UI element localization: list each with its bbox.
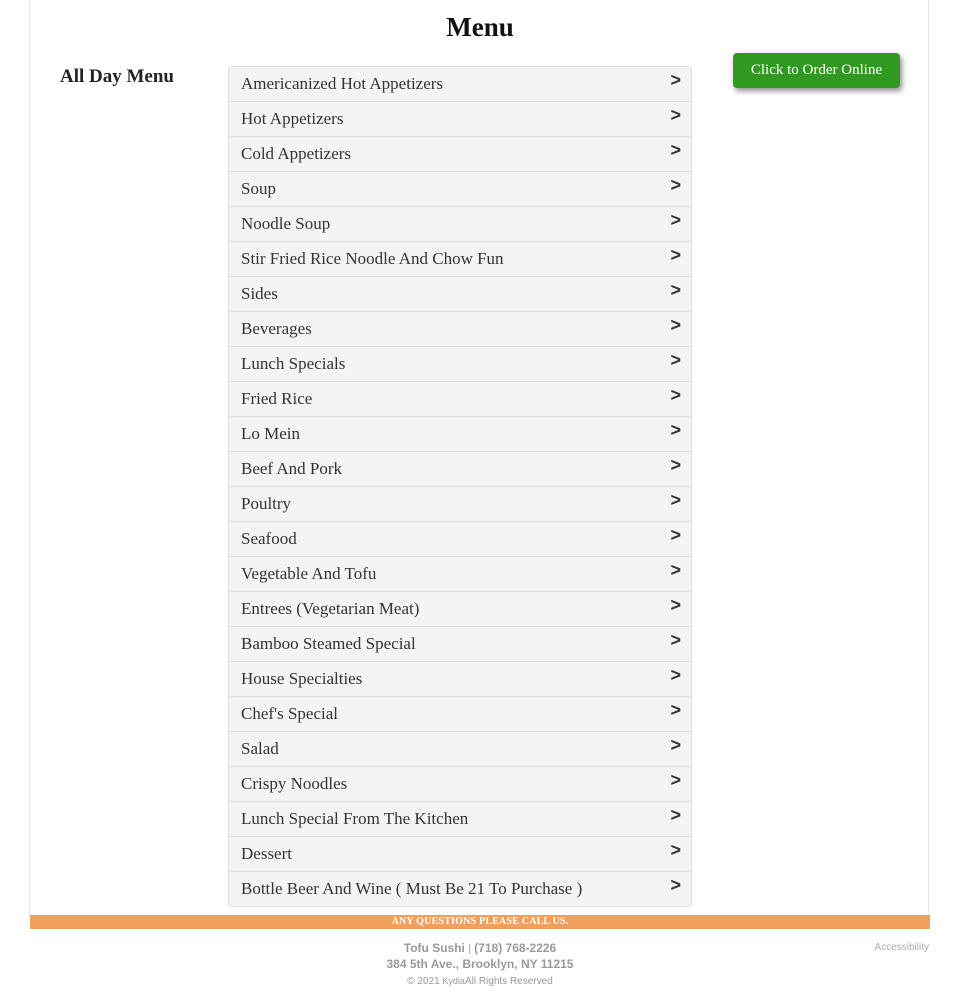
category-item[interactable] bbox=[229, 662, 691, 697]
chevron-right-icon: > bbox=[670, 805, 681, 825]
category-item[interactable] bbox=[229, 767, 691, 802]
chevron-right-icon: > bbox=[670, 385, 681, 405]
category-item[interactable] bbox=[229, 347, 691, 382]
chevron-right-icon: > bbox=[670, 315, 681, 335]
chevron-right-icon: > bbox=[670, 665, 681, 685]
footer-copyright-line bbox=[0, 973, 960, 990]
chevron-right-icon: > bbox=[670, 525, 681, 545]
chevron-right-icon: > bbox=[670, 455, 681, 475]
chevron-right-icon: > bbox=[670, 560, 681, 580]
category-label: Chef's Special bbox=[241, 704, 339, 723]
chevron-right-icon: > bbox=[670, 840, 681, 860]
category-item[interactable] bbox=[229, 102, 691, 137]
accessibility-link[interactable]: Accessibility bbox=[874, 942, 929, 953]
category-label: Seafood bbox=[241, 529, 297, 548]
category-item[interactable] bbox=[229, 312, 691, 347]
category-item[interactable] bbox=[229, 242, 691, 277]
footer-contact-line bbox=[0, 941, 960, 957]
category-item[interactable] bbox=[229, 697, 691, 732]
category-label: Entrees (Vegetarian Meat) bbox=[241, 599, 420, 618]
category-label: Poultry bbox=[241, 494, 292, 513]
category-item[interactable] bbox=[229, 417, 691, 452]
category-item[interactable] bbox=[229, 137, 691, 172]
category-label: Crispy Noodles bbox=[241, 774, 348, 793]
menu-name[interactable]: All Day Menu bbox=[60, 66, 174, 87]
category-label: Americanized Hot Appetizers bbox=[241, 74, 444, 93]
chevron-right-icon: > bbox=[670, 210, 681, 230]
chevron-right-icon: > bbox=[670, 595, 681, 615]
category-label: Fried Rice bbox=[241, 389, 313, 408]
chevron-right-icon: > bbox=[670, 140, 681, 160]
chevron-right-icon: > bbox=[670, 70, 681, 90]
chevron-right-icon: > bbox=[670, 175, 681, 195]
chevron-right-icon: > bbox=[670, 630, 681, 650]
category-label: Dessert bbox=[241, 844, 292, 863]
chevron-right-icon: > bbox=[670, 350, 681, 370]
chevron-right-icon: > bbox=[670, 105, 681, 125]
order-online-button[interactable]: Click to Order Online bbox=[733, 53, 900, 88]
category-label: Lo Mein bbox=[241, 424, 301, 443]
category-label: Noodle Soup bbox=[241, 214, 331, 233]
brand-link[interactable]: Kydia bbox=[442, 976, 465, 986]
category-item[interactable] bbox=[229, 732, 691, 767]
category-item[interactable] bbox=[229, 452, 691, 487]
category-item[interactable] bbox=[229, 557, 691, 592]
chevron-right-icon: > bbox=[670, 420, 681, 440]
phone-number[interactable]: (718) 768-2226 bbox=[474, 941, 557, 955]
category-item[interactable] bbox=[229, 802, 691, 837]
chevron-right-icon: > bbox=[670, 875, 681, 895]
footer bbox=[0, 941, 960, 990]
chevron-right-icon: > bbox=[670, 700, 681, 720]
category-label: Lunch Special From The Kitchen bbox=[241, 809, 469, 828]
restaurant-address: 384 5th Ave., Brooklyn, NY 11215 bbox=[386, 957, 574, 971]
chevron-right-icon: > bbox=[670, 245, 681, 265]
category-label: Bottle Beer And Wine ( Must Be 21 To Purchase ) bbox=[241, 879, 583, 898]
category-label: Bamboo Steamed Special bbox=[241, 634, 416, 653]
category-item[interactable] bbox=[229, 382, 691, 417]
chevron-right-icon: > bbox=[670, 735, 681, 755]
footer-separator: | bbox=[468, 944, 471, 955]
chevron-right-icon: > bbox=[670, 280, 681, 300]
contact-bar: ANY QUESTIONS PLEASE CALL US. bbox=[30, 915, 930, 929]
category-label: House Specialties bbox=[241, 669, 363, 688]
category-list bbox=[228, 66, 692, 907]
copyright: © 2021 bbox=[407, 976, 440, 987]
category-label: Lunch Specials bbox=[241, 354, 346, 373]
category-item[interactable] bbox=[229, 522, 691, 557]
restaurant-name: Tofu Sushi bbox=[403, 941, 465, 955]
page-title: Menu bbox=[446, 12, 514, 42]
chevron-right-icon: > bbox=[670, 490, 681, 510]
category-label: Stir Fried Rice Noodle And Chow Fun bbox=[241, 249, 504, 268]
category-label: Hot Appetizers bbox=[241, 109, 344, 128]
category-label: Beverages bbox=[241, 319, 312, 338]
category-item[interactable] bbox=[229, 67, 691, 102]
category-label: Beef And Pork bbox=[241, 459, 343, 478]
category-label: Cold Appetizers bbox=[241, 144, 352, 163]
category-item[interactable] bbox=[229, 837, 691, 872]
category-item[interactable] bbox=[229, 627, 691, 662]
category-item[interactable] bbox=[229, 872, 691, 906]
chevron-right-icon: > bbox=[670, 770, 681, 790]
rights-text: All Rights Reserved bbox=[464, 976, 553, 987]
category-label: Sides bbox=[241, 284, 278, 303]
category-item[interactable] bbox=[229, 592, 691, 627]
category-label: Soup bbox=[241, 179, 276, 198]
category-item[interactable] bbox=[229, 277, 691, 312]
category-label: Vegetable And Tofu bbox=[241, 564, 377, 583]
category-label: Salad bbox=[241, 739, 279, 758]
category-item[interactable] bbox=[229, 172, 691, 207]
category-item[interactable] bbox=[229, 487, 691, 522]
category-item[interactable] bbox=[229, 207, 691, 242]
